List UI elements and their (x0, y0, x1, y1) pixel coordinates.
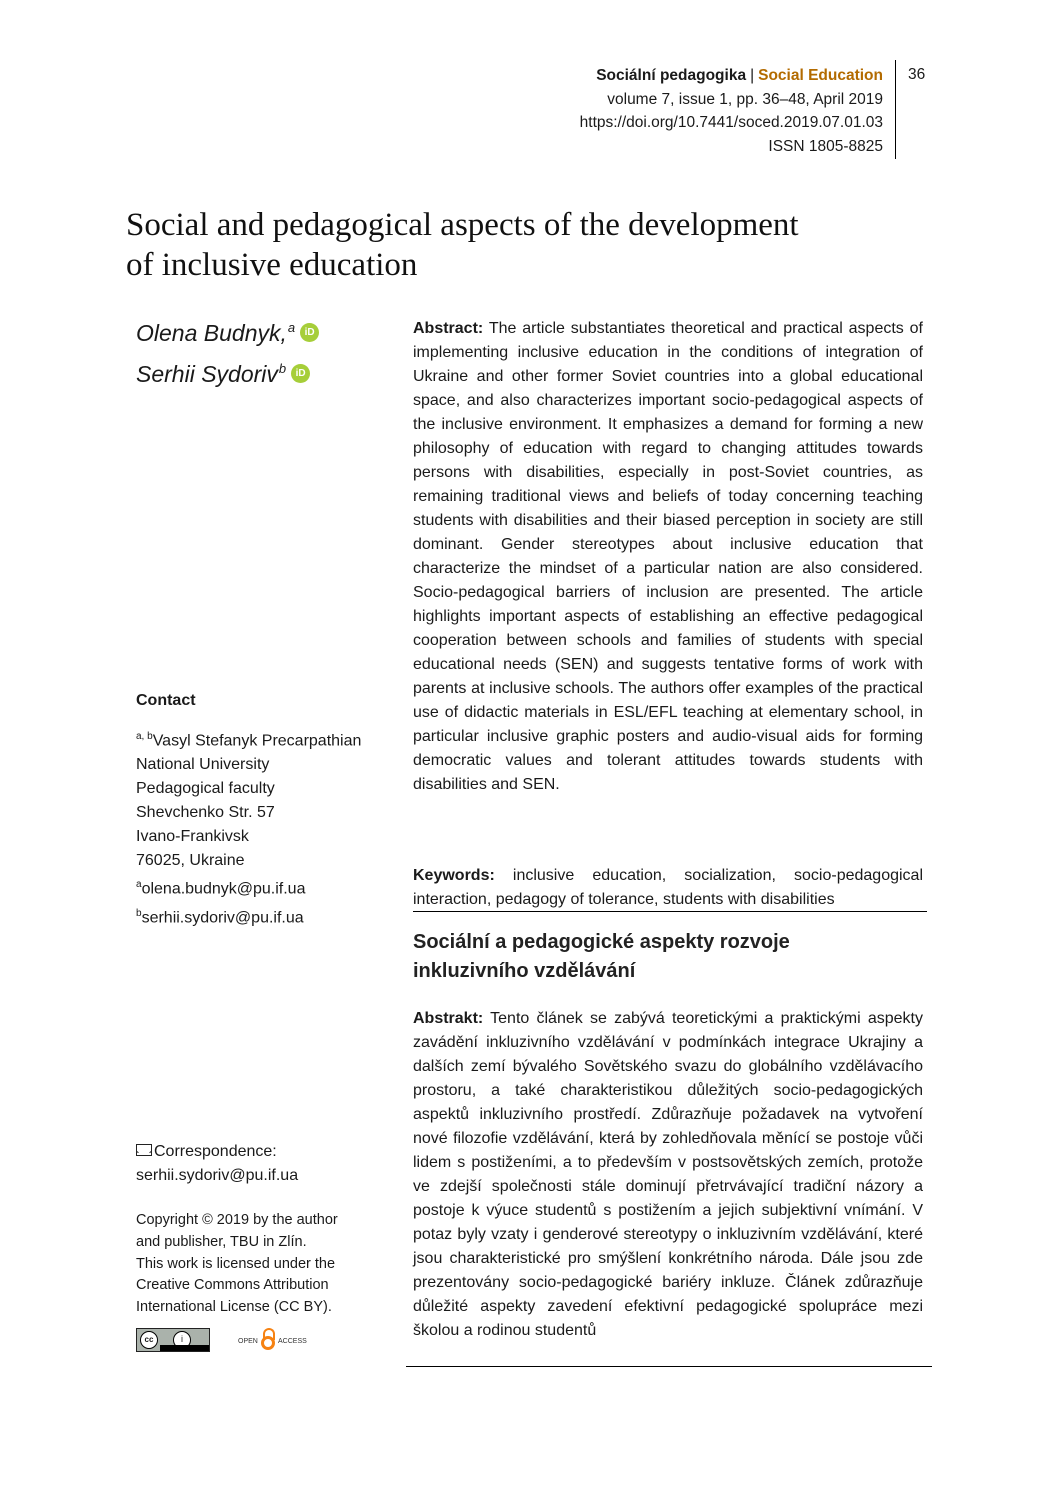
header-divider (895, 60, 896, 159)
author-1-name: Olena Budnyk, (136, 320, 287, 346)
journal-name (363, 64, 883, 88)
copyright-line: International License (CC BY). (136, 1299, 332, 1316)
badge-strip (160, 1345, 209, 1351)
keywords-en (413, 864, 923, 912)
copyright-line: and publisher, TBU in Zlín. (136, 1233, 307, 1250)
author-2-affil: b (278, 361, 287, 377)
affil-marks: a, b (136, 731, 153, 742)
open-lock-icon (260, 1328, 278, 1352)
issn: ISSN 1805-8825 (768, 137, 883, 155)
abstract-en (413, 317, 923, 797)
journal-header (363, 64, 883, 158)
access-word: ACCESS (278, 1338, 307, 1345)
contact-line: Ivano-Frankivsk (136, 828, 249, 846)
author-2 (136, 361, 310, 388)
contact-line (136, 725, 361, 753)
journal-name-cz: Sociální pedagogika (596, 67, 747, 84)
email-a[interactable]: olena.budnyk@pu.if.ua (141, 880, 306, 898)
contact-heading: Contact (136, 692, 196, 709)
journal-name-en: Social Education (758, 67, 883, 84)
email-b-mark: b (136, 907, 142, 919)
orcid-icon[interactable]: iD (291, 364, 310, 383)
author-1-affil: a (287, 320, 296, 336)
volume-line: volume 7, issue 1, pp. 36–48, April 2019 (607, 90, 883, 108)
abstract-en-label: Abstract: (413, 320, 484, 337)
email-b[interactable]: serhii.sydoriv@pu.if.ua (141, 908, 304, 926)
contact-line: Pedagogical faculty (136, 780, 275, 798)
cc-by-badge[interactable] (136, 1328, 210, 1352)
copyright-notice (136, 1210, 338, 1319)
copyright-line: Copyright © 2019 by the author (136, 1212, 338, 1228)
abstract-cz-text: Tento článek se zabývá teoretickými a praktickými aspekty zavádění inkluzivního vzdělávání v podmínkách integrace Ukrajiny a dalších zemí bývalého Sovětského svazu do globálního vzdělávacího prostoru, a také charakteristikou důležitých socio-pedagogických aspektů inkluzivního prostředí. Zdůrazňuje požadavek na vytvoření nové filozofie vzdělávání, která by zohledňovala měnící se postoje vůči lidem s postiženími, a to především v postsovětských zemích, protože ve zdejší společnosti stále dominují přetrvávající tradiční názory a postoje k výuce studentů s postižením a jejich subjektivní vnímání. V potaz byly vzaty i genderové stereotypy o inkluzivním vzdělávání, které jsou charakteristické pro smýšlení konkrétního národa. Dále jsou zde prezentovány socio-pedagogické bariéry inkluze. Článek zdůrazňuje důležité aspekty zavedení efektivní pedagogické spolupráce mezi školou a rodinou studentů (413, 1010, 923, 1339)
keywords-en-label: Keywords: (413, 867, 495, 884)
envelope-icon (136, 1144, 152, 1156)
section-divider (413, 911, 927, 912)
keywords-en-text: inclusive education, socialization, socio-pedagogical interaction, pedagogy of tolerance, students with disabilities (413, 867, 923, 908)
correspondence-label: Correspondence: (154, 1143, 277, 1160)
czech-title-line-2: inkluzivního vzdělávání (413, 960, 636, 982)
page-number: 36 (908, 66, 926, 83)
email-a-mark: a (136, 879, 142, 891)
abstract-cz (413, 1007, 923, 1343)
contact-email-b[interactable] (136, 902, 361, 930)
copyright-line: Creative Commons Attribution (136, 1277, 329, 1294)
correspondence-email[interactable]: serhii.sydoriv@pu.if.ua (136, 1167, 299, 1184)
contact-line: 76025, Ukraine (136, 852, 245, 870)
czech-title-line-1: Sociální a pedagogické aspekty rozvoje (413, 931, 790, 953)
footer-divider (406, 1366, 932, 1367)
contact-email-a[interactable] (136, 873, 361, 901)
doi-link[interactable]: https://doi.org/10.7441/soced.2019.07.01.03 (579, 114, 883, 131)
author-1 (136, 320, 319, 347)
contact-line: National University (136, 756, 270, 774)
author-2-name: Serhii Sydoriv (136, 361, 278, 387)
person-icon: i (173, 1331, 191, 1349)
abstract-cz-label: Abstrakt: (413, 1010, 484, 1027)
correspondence (136, 1140, 298, 1188)
contact-institution: Vasyl Stefanyk Precarpathian (152, 732, 362, 750)
contact-line: Shevchenko Str. 57 (136, 804, 275, 822)
orcid-icon[interactable]: iD (300, 323, 319, 342)
copyright-line: This work is licensed under the (136, 1255, 336, 1272)
cc-icon: cc (140, 1331, 158, 1349)
journal-name-separator: | (750, 67, 755, 84)
article-title (126, 205, 906, 285)
article-title-line-1: Social and pedagogical aspects of the development (126, 207, 799, 243)
open-word: OPEN (238, 1338, 258, 1345)
contact-address (136, 725, 361, 930)
czech-title (413, 928, 923, 986)
article-title-line-2: of inclusive education (126, 247, 418, 283)
abstract-en-text: The article substantiates theoretical and practical aspects of implementing inclusive education in the conditions of integration of Ukraine and other former Soviet countries into a global educational space, and also characterizes important socio-pedagogical aspects of the inclusive environment. It emphasizes a demand for forming a new philosophy of education with regard to changing attitudes towards persons with disabilities, especially in post-Soviet countries, as remaining traditional views and beliefs of today concerning teaching students with disabilities and their biased perception in society are still dominant. Gender stereotypes about inclusive education that characterize the mindset of a particular nation are also considered. Socio-pedagogical barriers of inclusion are presented. The article highlights important aspects of establishing an effective pedagogical cooperation between schools and families of students with special educational needs (SEN) and suggests tentative forms of work with parents at inclusive schools. The authors offer examples of the practical use of didactic materials in ESL/EFL teaching at elementary school, in particular inclusive graphic posters and audio-visual aids for forming democratic values and tolerant attitudes towards students with disabilities and SEN. (413, 320, 923, 793)
